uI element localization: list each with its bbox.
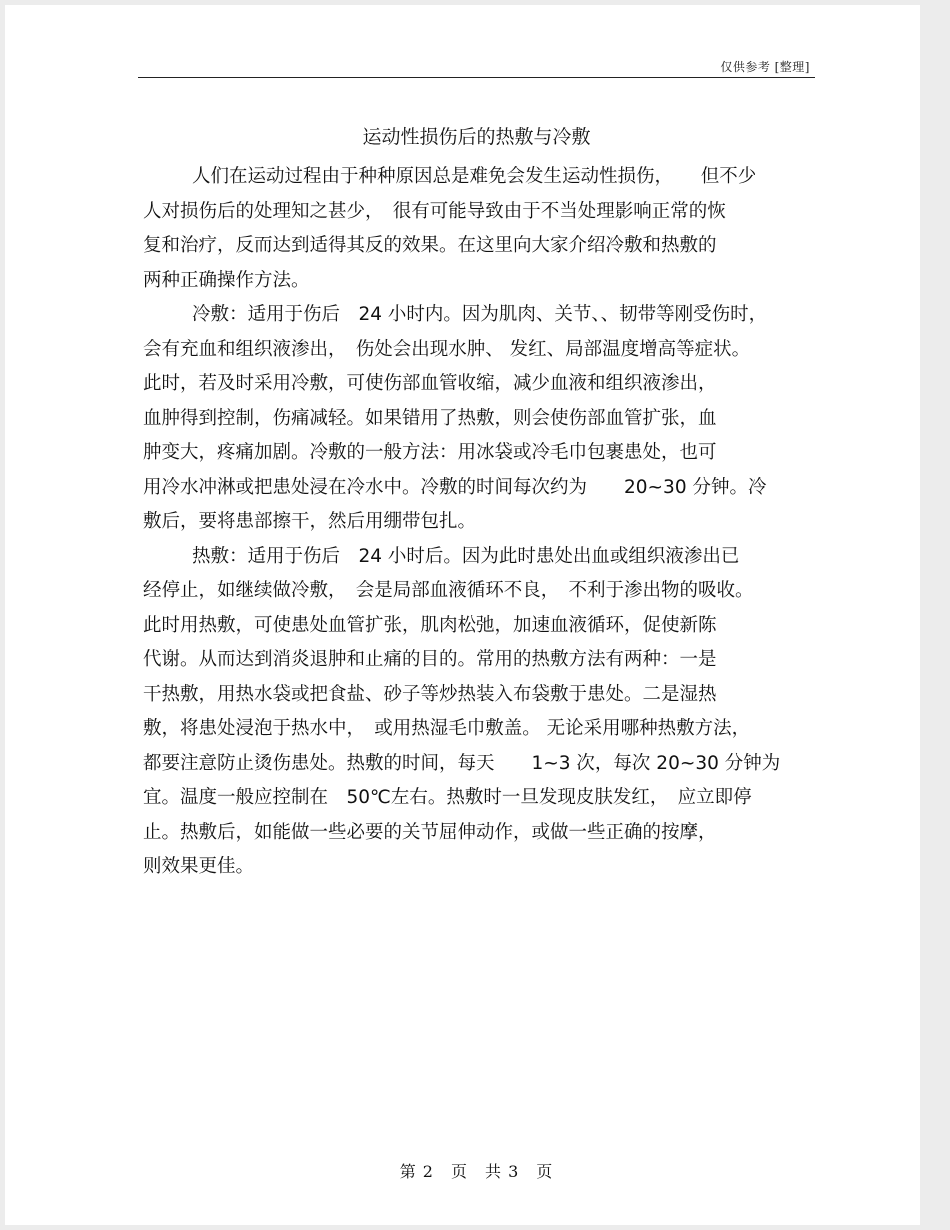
text-line: 复和治疗，反而达到适得其反的效果。在这里向大家介绍冷敷和热敷的	[143, 235, 717, 256]
text-line: 敷后，要将患部擦干，然后用绷带包扎。	[143, 511, 477, 532]
document-title: 运动性损伤后的热敷与冷敷	[362, 126, 591, 148]
paragraph-intro	[143, 160, 823, 298]
text-line: 敷，将患处浸泡于热水中， 或用热湿毛巾敷盖。 无论采用哪种热敷方法，	[143, 718, 751, 739]
paragraph-cold-compress	[143, 298, 823, 540]
text-line: 人们在运动过程由于种种原因总是难免会发生运动性损伤， 但不少	[192, 166, 757, 187]
header-rule	[138, 77, 815, 78]
text-line: 会有充血和组织液渗出， 伤处会出现水肿、 发红、局部温度增高等症状。	[143, 338, 751, 360]
text-line: 热敷：适用于伤后 24 小时后。因为此时患处出血或组织液渗出已	[192, 545, 740, 567]
text-line: 两种正确操作方法。	[143, 269, 310, 291]
paragraph-hot-compress	[143, 540, 823, 885]
text-line: 肿变大，疼痛加剧。冷敷的一般方法：用冰袋或冷毛巾包裹患处，也可	[143, 442, 717, 463]
text-line: 经停止，如继续做冷敷， 会是局部血液循环不良， 不利于渗出物的吸收。	[143, 580, 754, 601]
text-line: 代谢。从而达到消炎退肿和止痛的目的。常用的热敷方法有两种：一是	[143, 649, 717, 670]
text-line: 止。热敷后，如能做一些必要的关节屈伸动作，或做一些正确的按摩，	[143, 821, 717, 843]
document-page	[5, 5, 920, 1225]
text-line: 人对损伤后的处理知之甚少， 很有可能导致由于不当处理影响正常的恢	[143, 200, 726, 222]
text-line: 都要注意防止烫伤患处。热敷的时间，每天 1~3 次，每次 20~30 分钟为	[143, 752, 781, 774]
text-line: 此时，若及时采用冷敷，可使伤部血管收缩，减少血液和组织液渗出，	[143, 373, 717, 394]
text-line: 干热敷，用热水袋或把食盐、砂子等炒热装入布袋敷于患处。二是湿热	[143, 683, 717, 705]
text-line: 此时用热敷，可使患处血管扩张，肌肉松弛，加速血液循环，促使新陈	[143, 614, 717, 636]
text-line: 冷敷：适用于伤后 24 小时内。因为肌肉、关节、、韧带等刚受伤时，	[192, 304, 768, 325]
document-body	[143, 160, 823, 885]
text-line: 用冷水冲淋或把患处浸在冷水中。冷敷的时间每次约为 20~30 分钟。冷	[143, 476, 767, 498]
header-note: 仅供参考 [整理]	[720, 60, 810, 74]
page-number: 第 2 页 共 3 页	[399, 1162, 554, 1181]
text-line: 宜。温度一般应控制在 50℃左右。热敷时一旦发现皮肤发红， 应立即停	[143, 787, 752, 808]
text-line: 血肿得到控制，伤痛减轻。如果错用了热敷，则会使伤部血管扩张，血	[143, 407, 717, 429]
text-line: 则效果更佳。	[143, 856, 255, 877]
